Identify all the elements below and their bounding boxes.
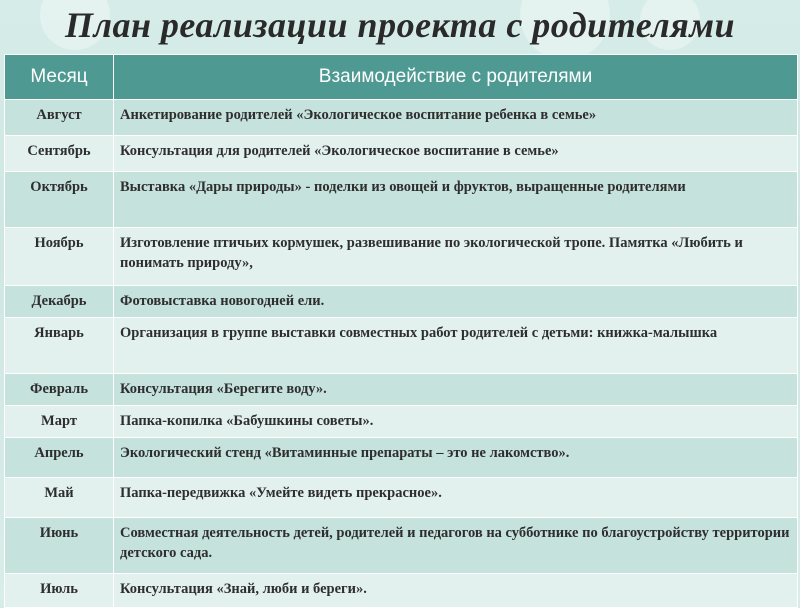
month-cell: Март bbox=[5, 406, 114, 438]
month-cell: Май bbox=[5, 478, 114, 518]
month-cell: Декабрь bbox=[5, 286, 114, 318]
month-cell: Апрель bbox=[5, 438, 114, 478]
month-cell: Октябрь bbox=[5, 172, 114, 228]
month-cell: Июнь bbox=[5, 518, 114, 574]
activity-cell: Папка-передвижка «Умейте видеть прекрасное». bbox=[114, 478, 798, 518]
activity-cell: Экологический стенд «Витаминные препараты – это не лакомство». bbox=[114, 438, 798, 478]
month-cell: Сентябрь bbox=[5, 136, 114, 172]
activity-cell: Выставка «Дары природы» - поделки из овощей и фруктов, выращенные родителями bbox=[114, 172, 798, 228]
month-cell: Ноябрь bbox=[5, 228, 114, 286]
table-row bbox=[5, 136, 798, 172]
activity-cell: Консультация «Берегите воду». bbox=[114, 374, 798, 406]
page-title: План реализации проекта с родителями bbox=[64, 5, 736, 45]
table-row bbox=[5, 318, 798, 374]
table-header-row bbox=[5, 55, 798, 100]
plan-table bbox=[4, 54, 798, 608]
month-cell: Июль bbox=[5, 574, 114, 608]
table-row bbox=[5, 478, 798, 518]
activity-cell: Изготовление птичьих кормушек, развешивание по экологической тропе. Памятка «Любить и понимать природу», bbox=[114, 228, 798, 286]
activity-cell: Анкетирование родителей «Экологическое воспитание ребенка в семье» bbox=[114, 100, 798, 136]
table-row bbox=[5, 406, 798, 438]
table-row bbox=[5, 286, 798, 318]
table-row bbox=[5, 438, 798, 478]
month-cell: Февраль bbox=[5, 374, 114, 406]
table-row bbox=[5, 518, 798, 574]
column-header-interaction: Взаимодействие с родителями bbox=[114, 55, 798, 100]
activity-cell: Консультация для родителей «Экологическое воспитание в семье» bbox=[114, 136, 798, 172]
month-cell: Январь bbox=[5, 318, 114, 374]
activity-cell: Консультация «Знай, люби и береги». bbox=[114, 574, 798, 608]
table-row bbox=[5, 172, 798, 228]
activity-cell: Фотовыставка новогодней ели. bbox=[114, 286, 798, 318]
column-header-month: Месяц bbox=[5, 55, 114, 100]
month-cell: Август bbox=[5, 100, 114, 136]
activity-cell: Папка-копилка «Бабушкины советы». bbox=[114, 406, 798, 438]
table-row bbox=[5, 228, 798, 286]
table-row bbox=[5, 374, 798, 406]
activity-cell: Совместная деятельность детей, родителей и педагогов на субботнике по благоустройству территории детского сада. bbox=[114, 518, 798, 574]
activity-cell: Организация в группе выставки совместных работ родителей с детьми: книжка-малышка bbox=[114, 318, 798, 374]
table-row bbox=[5, 574, 798, 608]
table-row bbox=[5, 100, 798, 136]
